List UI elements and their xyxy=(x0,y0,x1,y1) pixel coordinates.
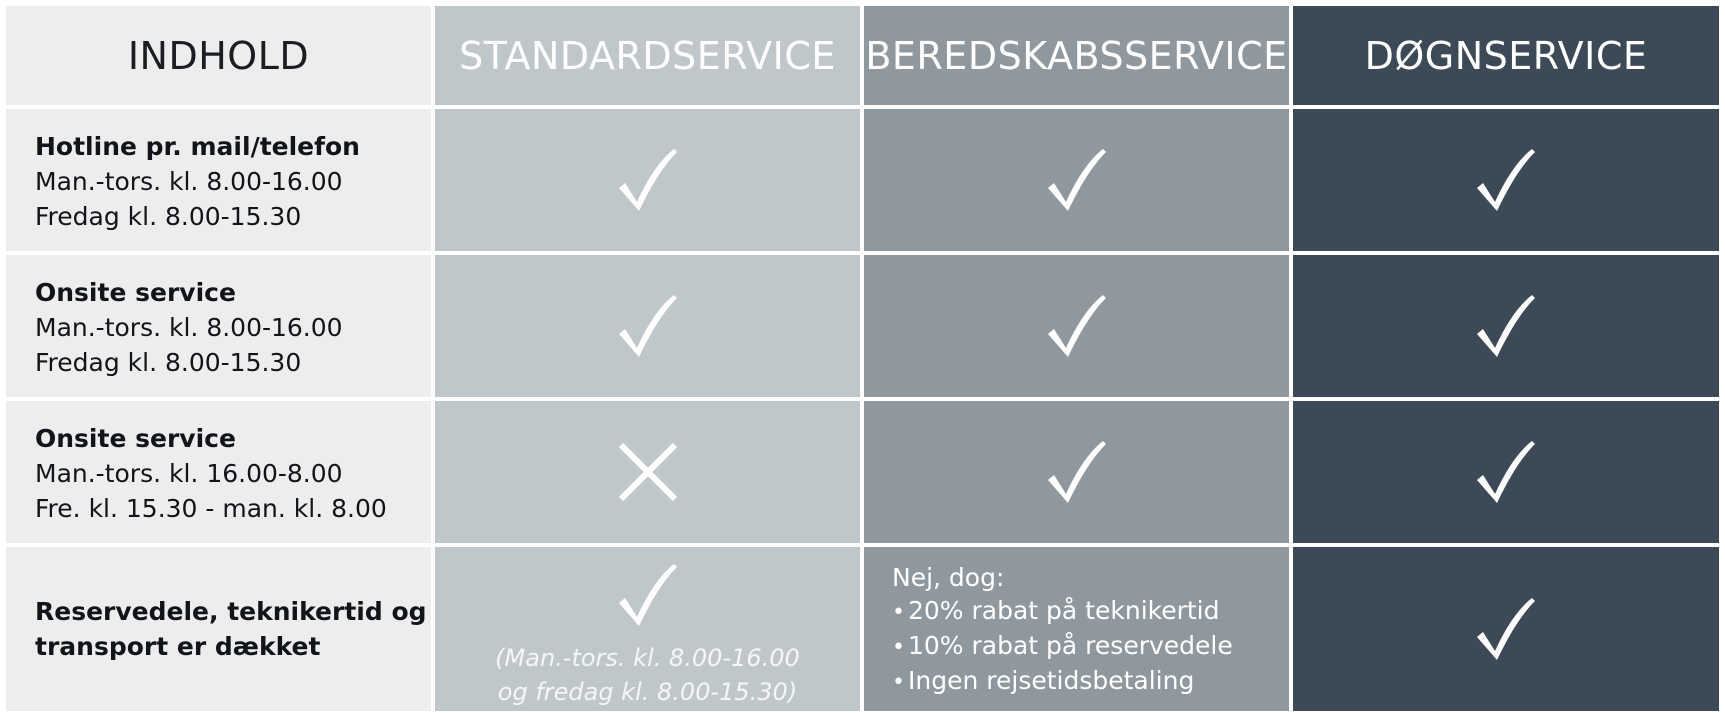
standby-onsite-offhours-cell xyxy=(864,401,1289,543)
standby-onsite-daytime-cell xyxy=(864,255,1289,397)
row-hours-line: Fredag kl. 8.00-15.30 xyxy=(35,348,302,377)
24h-parts-covered-cell xyxy=(1293,547,1719,711)
list-item: • Ingen rejsetidsbetaling xyxy=(892,664,1289,699)
row-hours-line: Man.-tors. kl. 16.00-8.00 xyxy=(35,459,343,488)
standard-parts-covered-cell xyxy=(435,547,860,711)
row-title-line: Reservedele, teknikertid og xyxy=(35,597,427,626)
header-24h-service: DØGNSERVICE xyxy=(1293,6,1719,105)
standard-onsite-daytime-cell xyxy=(435,255,860,397)
list-item: • 20% rabat på teknikertid xyxy=(892,594,1289,629)
header-standard-service: STANDARDSERVICE xyxy=(435,6,860,105)
check-icon xyxy=(616,146,680,214)
check-icon xyxy=(1474,438,1538,506)
standby-hotline-cell xyxy=(864,109,1289,251)
row-label-hotline xyxy=(6,109,431,251)
check-icon xyxy=(1474,146,1538,214)
row-label-parts-covered xyxy=(6,547,431,711)
check-icon xyxy=(1045,292,1109,360)
standard-onsite-offhours-cell xyxy=(435,401,860,543)
note-line: (Man.-tors. kl. 8.00-16.00 xyxy=(495,644,800,672)
24h-hotline-cell xyxy=(1293,109,1719,251)
standby-parts-covered-cell xyxy=(864,547,1289,711)
row-title: Onsite service xyxy=(35,424,236,453)
row-label-onsite-offhours xyxy=(6,401,431,543)
standby-exception-intro: Nej, dog: xyxy=(892,563,1005,592)
standard-coverage-note xyxy=(495,641,800,709)
check-icon xyxy=(1474,292,1538,360)
row-hours-line: Man.-tors. kl. 8.00-16.00 xyxy=(35,313,343,342)
24h-onsite-offhours-cell xyxy=(1293,401,1719,543)
row-hours-line: Man.-tors. kl. 8.00-16.00 xyxy=(35,167,343,196)
header-standby-service: BEREDSKABSSERVICE xyxy=(864,6,1289,105)
standby-discount-list xyxy=(892,594,1289,699)
24h-onsite-daytime-cell xyxy=(1293,255,1719,397)
standard-hotline-cell xyxy=(435,109,860,251)
check-icon xyxy=(616,292,680,360)
header-content: INDHOLD xyxy=(6,6,431,105)
row-hours-line: Fre. kl. 15.30 - man. kl. 8.00 xyxy=(35,494,387,523)
check-icon xyxy=(1045,146,1109,214)
check-icon xyxy=(1045,438,1109,506)
row-title-line: transport er dækket xyxy=(35,632,321,661)
note-line: og fredag kl. 8.00-15.30) xyxy=(497,678,798,706)
row-title: Onsite service xyxy=(35,278,236,307)
row-label-onsite-daytime xyxy=(6,255,431,397)
cross-icon xyxy=(617,441,679,503)
service-comparison-table xyxy=(6,6,1719,707)
row-hours-line: Fredag kl. 8.00-15.30 xyxy=(35,202,302,231)
row-title: Hotline pr. mail/telefon xyxy=(35,132,360,161)
list-item: • 10% rabat på reservedele xyxy=(892,629,1289,664)
check-icon xyxy=(1474,595,1538,663)
check-icon xyxy=(616,561,680,633)
